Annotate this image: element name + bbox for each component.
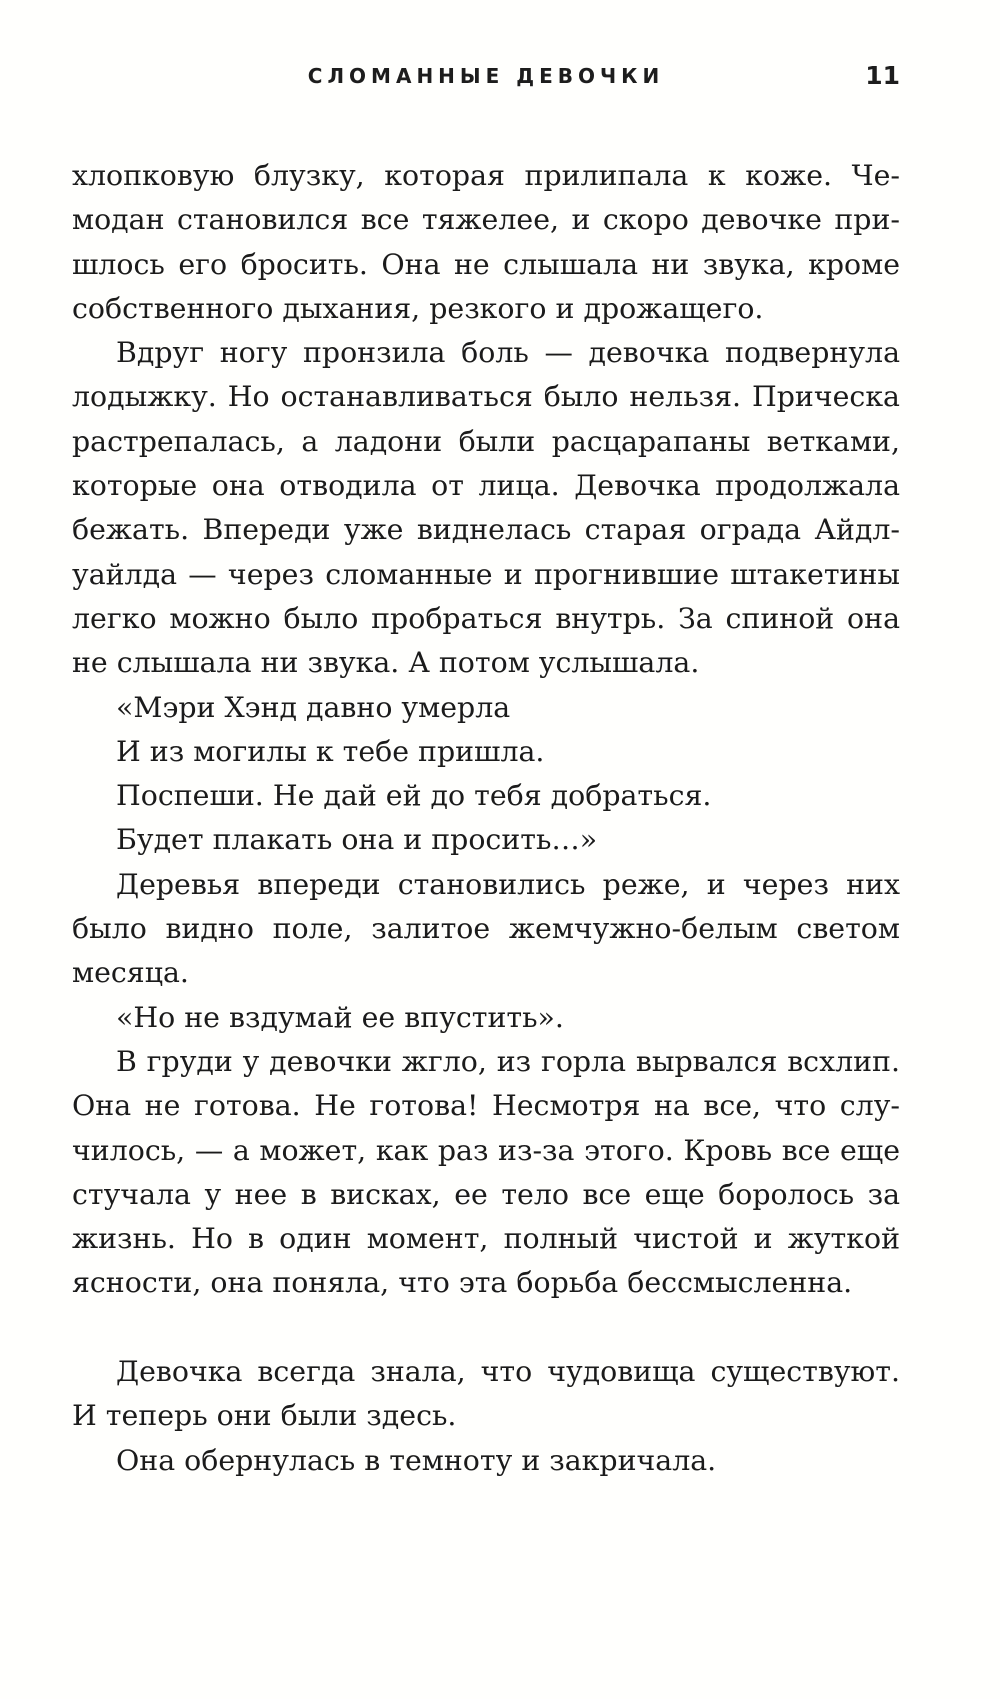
verse-line: Будет плакать она и просить…» [116,823,598,857]
text-line: жизнь. Но в один момент, полный чистой и жуткой [72,1222,900,1256]
text-line: стучала у нее в висках, ее тело все еще боролось за [72,1177,900,1211]
text-line: Деревья впереди становились реже, и через них [116,867,900,901]
page-number: 11 [865,61,900,90]
text-line: месяца. [72,956,189,990]
text-line: Она обернулась в темноту и закричала. [116,1443,717,1477]
text-line: чилось, — а может, как раз из-за этого. Кровь все еще [72,1133,900,1167]
section-break [72,1306,900,1350]
text-line: не слышала ни звука. А потом услышала. [72,646,700,680]
text-line: хлопковую блузку, которая прилипала к коже. Че- [72,159,900,192]
text-line: растрепалась, а ладони были расцарапаны ветками, [72,424,900,458]
verse-line: Поспеши. Не дай ей до тебя добраться. [116,779,712,813]
text-line: шлось его бросить. Она не слышала ни звука, кроме [72,247,900,281]
body-text [72,154,900,1483]
text-line: Она не готова. Не готова! Несмотря на все, что слу- [72,1089,900,1123]
text-line: ясности, она поняла, что эта борьба бессмысленна. [72,1266,853,1300]
running-title: СЛОМАННЫЕ ДЕВОЧКИ [307,64,665,88]
text-line: легко можно было пробраться внутрь. За спиной она [72,601,900,635]
text-line: было видно поле, залитое жемчужно-белым светом [72,912,900,946]
running-header [72,62,900,102]
text-line: Вдруг ногу пронзила боль — девочка подвернула [116,336,900,370]
verse-line: «Мэри Хэнд давно умерла [116,690,511,724]
text-line: бежать. Впереди уже виднелась старая ограда Айдл- [72,513,900,547]
text-line: И теперь они были здесь. [72,1399,457,1433]
text-line: уайлда — через сломанные и прогнившие штакетины [72,557,900,591]
text-line: Девочка всегда знала, что чудовища существуют. [116,1355,900,1389]
text-line: лодыжку. Но останавливаться было нельзя. Прическа [72,380,900,414]
verse-line: И из могилы к тебе пришла. [116,734,545,768]
text-line: модан становился все тяжелее, и скоро девочке при- [72,203,900,237]
text-line: В груди у девочки жгло, из горла вырвался всхлип. [116,1044,900,1078]
text-line: которые она отводила от лица. Девочка продолжала [72,469,900,503]
text-line: собственного дыхания, резкого и дрожащего. [72,291,764,325]
verse-line: «Но не вздумай ее впустить». [116,1000,564,1034]
